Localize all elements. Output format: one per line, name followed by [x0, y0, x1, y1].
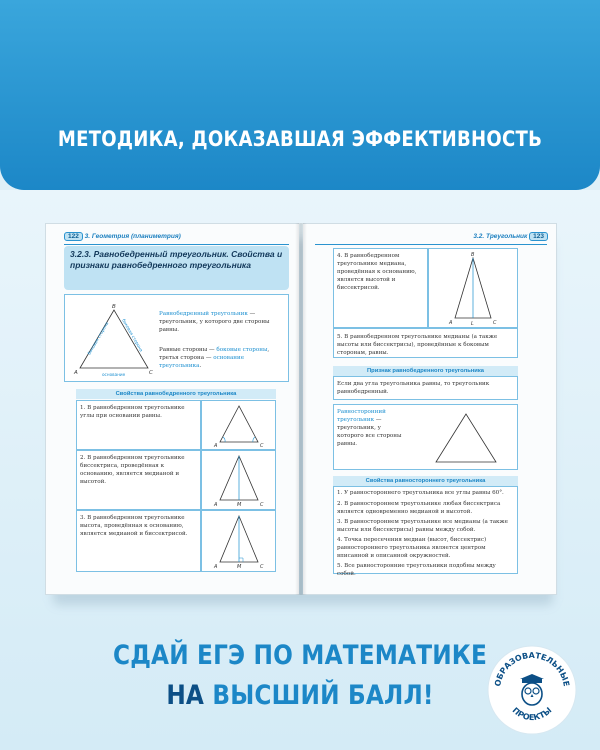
- sign-heading: Признак равнобедренного треугольника: [333, 366, 518, 376]
- property-1-text: 1. В равнобедренном треугольнике углы при основании равны.: [80, 405, 185, 419]
- book-spine: [295, 223, 307, 595]
- definition-rest: — треугольник, у которого две стороны равны.: [159, 311, 270, 333]
- property-2-label-c: C: [260, 502, 264, 508]
- equal-sides-text: [159, 346, 285, 370]
- left-running-title: 3. Геометрия (планиметрия): [84, 233, 181, 240]
- property-4-figure: [433, 250, 513, 326]
- definition-term: Равнобедренный треугольник: [159, 311, 248, 317]
- right-page: [303, 223, 557, 595]
- equilateral-rest: — треугольник, у которого все стороны равны.: [337, 417, 402, 447]
- property-3-label-c: C: [260, 564, 264, 570]
- sign-text: Если два угла треугольника равны, то треугольник равнобедренный.: [337, 381, 490, 395]
- logo-text-top: ОБРАЗОВАТЕЛЬНЫЕ: [493, 650, 571, 688]
- top-banner: [0, 0, 600, 190]
- property-3-text: 3. В равнобедренном треугольнике высота, проведённая к основанию, является медианой и биссектрисой.: [80, 515, 188, 537]
- properties-heading: Свойства равнобедренного треугольника: [76, 389, 276, 399]
- slogan-line-2: [42, 680, 558, 711]
- property-1-label-c: C: [260, 443, 264, 448]
- property-4-label-l: L: [471, 321, 474, 326]
- eq-property-4: 4. Точка пересечения медиан (высот, биссектрис) равностороннего треугольника является центром вписанной и описанной окружностей.: [337, 537, 487, 559]
- left-page-number: 122: [64, 232, 83, 241]
- property-3-figure: [204, 512, 274, 570]
- right-header-rule: [315, 244, 547, 245]
- property-5-text: 5. В равнобедренном треугольнике медианы (а также высоты или биссектрисы), проведённые к боковым сторонам, равны.: [337, 334, 498, 356]
- property-2-figure: [204, 452, 274, 508]
- property-4-label-c: C: [493, 320, 497, 326]
- property-3-label-a: A: [214, 564, 218, 570]
- property-2-text: 2. В равнобедренном треугольнике биссектриса, проведённая к основанию, является медианой и высотой.: [80, 455, 185, 485]
- logo-text-bottom: ПРОЕКТЫ: [510, 705, 554, 723]
- property-1-figure: [204, 402, 274, 448]
- property-2-label-m: M: [237, 502, 242, 508]
- property-1-label-a: A: [214, 443, 218, 448]
- equal-prefix: Равные стороны —: [159, 347, 217, 353]
- equilateral-definition: [337, 408, 407, 448]
- isosceles-triangle-figure: [70, 300, 158, 380]
- third-suffix: .: [199, 363, 202, 369]
- slogan-prefix: НА: [166, 680, 213, 711]
- right-running-head: [473, 232, 548, 244]
- eq-property-2: 2. В равностороннем треугольнике любая биссектриса является одновременно медианой и высотой.: [337, 501, 501, 515]
- figure-vertex-b: B: [112, 304, 116, 310]
- slogan-highlight: ВЫСШИЙ БАЛЛ!: [212, 680, 434, 711]
- equilateral-triangle-figure: [421, 410, 511, 468]
- figure-base-label: основание: [102, 372, 126, 377]
- definition-text: [159, 310, 285, 334]
- figure-side-left-label: боковая сторона: [86, 320, 110, 356]
- equilateral-properties-heading: Свойства равностороннего треугольника: [333, 476, 518, 486]
- left-running-head: [64, 232, 181, 244]
- property-2-label-a: A: [214, 502, 218, 508]
- figure-side-right-label: боковая сторона: [121, 318, 144, 353]
- open-book: [45, 223, 557, 601]
- property-4-label-a: A: [449, 320, 453, 326]
- base-term: основание треугольника: [159, 355, 245, 369]
- section-title: 3.2.3. Равнобедренный треугольник. Свойства и признаки равнобедренного треугольника: [64, 246, 289, 290]
- left-page: [45, 223, 299, 595]
- property-4-text: 4. В равнобедренном треугольнике медиана, проведённая к основанию, является высотой и биссектрисой.: [337, 253, 417, 291]
- lateral-sides-term: боковые стороны: [216, 347, 268, 353]
- right-running-title: 3.2. Треугольник: [473, 233, 528, 240]
- property-4-label-b: B: [471, 252, 475, 258]
- left-header-rule: [64, 244, 289, 245]
- property-3-label-m: M: [237, 564, 242, 570]
- eq-property-3: 3. В равностороннем треугольнике все медианы (а также высоты или биссектрисы) равны между собой.: [337, 519, 508, 533]
- figure-vertex-a: A: [74, 370, 78, 376]
- publisher-logo: [486, 644, 578, 736]
- third-prefix: , третья сторона —: [159, 347, 270, 361]
- eq-property-1: 1. У равностороннего треугольника все углы равны 60°.: [337, 490, 504, 496]
- slogan-line-1: СДАЙ ЕГЭ ПО МАТЕМАТИКЕ: [112, 640, 487, 671]
- right-page-number: 123: [529, 232, 548, 241]
- equilateral-term: Равносторонний треугольник: [337, 409, 386, 423]
- headline: МЕТОДИКА, ДОКАЗАВШАЯ ЭФФЕКТИВНОСТЬ: [57, 127, 543, 151]
- eq-property-5: 5. Все равносторонние треугольники подобны между собой.: [337, 563, 496, 577]
- figure-vertex-c: C: [149, 370, 153, 376]
